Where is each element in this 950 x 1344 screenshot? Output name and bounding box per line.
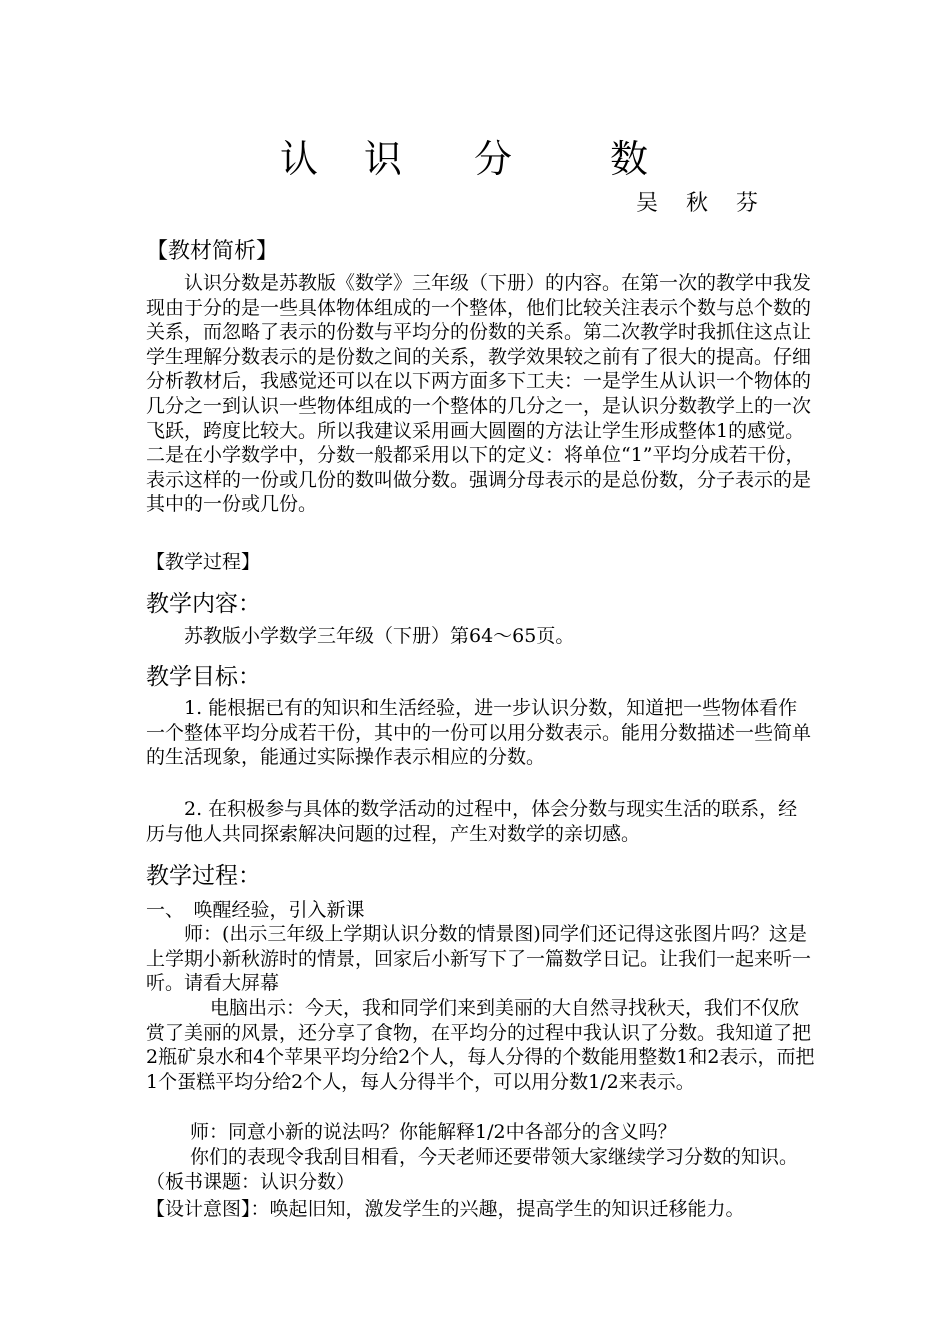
document-author: [636, 186, 758, 217]
step-1-title-text: 一、 唤醒经验，引入新课: [146, 899, 365, 921]
teacher-line-3: [146, 1145, 816, 1194]
teacher-line-1-text: 师：(出示三年级上学期认识分数的情景图)同学们还记得这张图片吗？这是上学期小新秋游时的情景，回家后小新写下了一篇数学日记。让我们一起来听一听。请看大屏幕: [146, 923, 812, 995]
teacher-line-1: [146, 922, 816, 996]
goals-heading: 教学目标：: [146, 664, 261, 690]
author-char: 吴: [636, 191, 659, 216]
author-char: 芬: [736, 191, 759, 216]
title-char: 分: [474, 137, 513, 181]
computer-display-text: 电脑出示：今天，我和同学们来到美丽的大自然寻找秋天，我们不仅欣赏了美丽的风景，还分享了食物，在平均分的过程中我认识了分数。我知道了把2瓶矿泉水和4个苹果平均分给2个人，每人分得的个数能用整数1和2表示，而把1个蛋糕平均分给2个人，每人分得半个，可以用分数1/2来表示。: [146, 997, 815, 1093]
content-paragraph: [146, 624, 816, 649]
title-char: 认: [280, 137, 319, 181]
computer-display: [146, 996, 816, 1094]
material-text: 认识分数是苏教版《数学》三年级（下册）的内容。在第一次的教学中我发现由于分的是一些具体物体组成的一个整体，他们比较关注表示个数与总个数的关系，而忽略了表示的份数与平均分的份数的关系。第二次教学时我抓住这点让学生理解分数表示的是份数之间的关系，教学效果较之前有了很大的提高。仔细分析教材后，我感觉还可以在以下两方面多下工夫：一是学生从认识一个物体的几分之一到认识一些物体组成的一个整体的几分之一，是认识分数教学上的一次飞跃，跨度比较大。所以我建议采用画大圆圈的方法让学生形成整体1的感觉。二是在小学数学中，分数一般都采用以下的定义：将单位“1”平均分成若干份，表示这样的一份或几份的数叫做分数。强调分母表示的是总份数，分子表示的是其中的一份或几份。: [146, 272, 812, 516]
content-text: 苏教版小学数学三年级（下册）第64～65页。: [184, 625, 575, 647]
goal-1: [146, 696, 816, 770]
process-heading: 教学过程：: [146, 863, 261, 889]
teacher-line-3-text: 你们的表现令我刮目相看，今天老师还要带领大家继续学习分数的知识。（板书课题：认识分数）: [146, 1146, 799, 1193]
step-1-title: [146, 898, 816, 923]
teacher-line-2: [146, 1120, 816, 1145]
document-title: [280, 128, 648, 183]
goal-2-text: 2. 在积极参与具体的数学活动的过程中，体会分数与现实生活的联系，经历与他人共同探索解决问题的过程，产生对数学的亲切感。: [146, 798, 798, 845]
section-process-heading: 【教学过程】: [146, 551, 261, 573]
goal-1-text: 1. 能根据已有的知识和生活经验，进一步认识分数，知道把一些物体看作一个整体平均分成若干份，其中的一份可以用分数表示。能用分数描述一些简单的生活现象，能通过实际操作表示相应的分数。: [146, 697, 812, 769]
teacher-line-2-text: 师：同意小新的说法吗？你能解释1/2中各部分的含义吗？: [190, 1121, 677, 1143]
author-char: 秋: [686, 191, 709, 216]
title-char: 数: [610, 137, 649, 181]
section-material-heading: 【教材简析】: [146, 239, 279, 264]
goal-2: [146, 797, 816, 846]
content-heading: 教学内容：: [146, 591, 261, 617]
title-char: 识: [364, 137, 403, 181]
design-intent: 【设计意图】：唤起旧知，激发学生的兴趣，提高学生的知识迁移能力。: [146, 1198, 745, 1220]
material-paragraph: [146, 271, 816, 517]
